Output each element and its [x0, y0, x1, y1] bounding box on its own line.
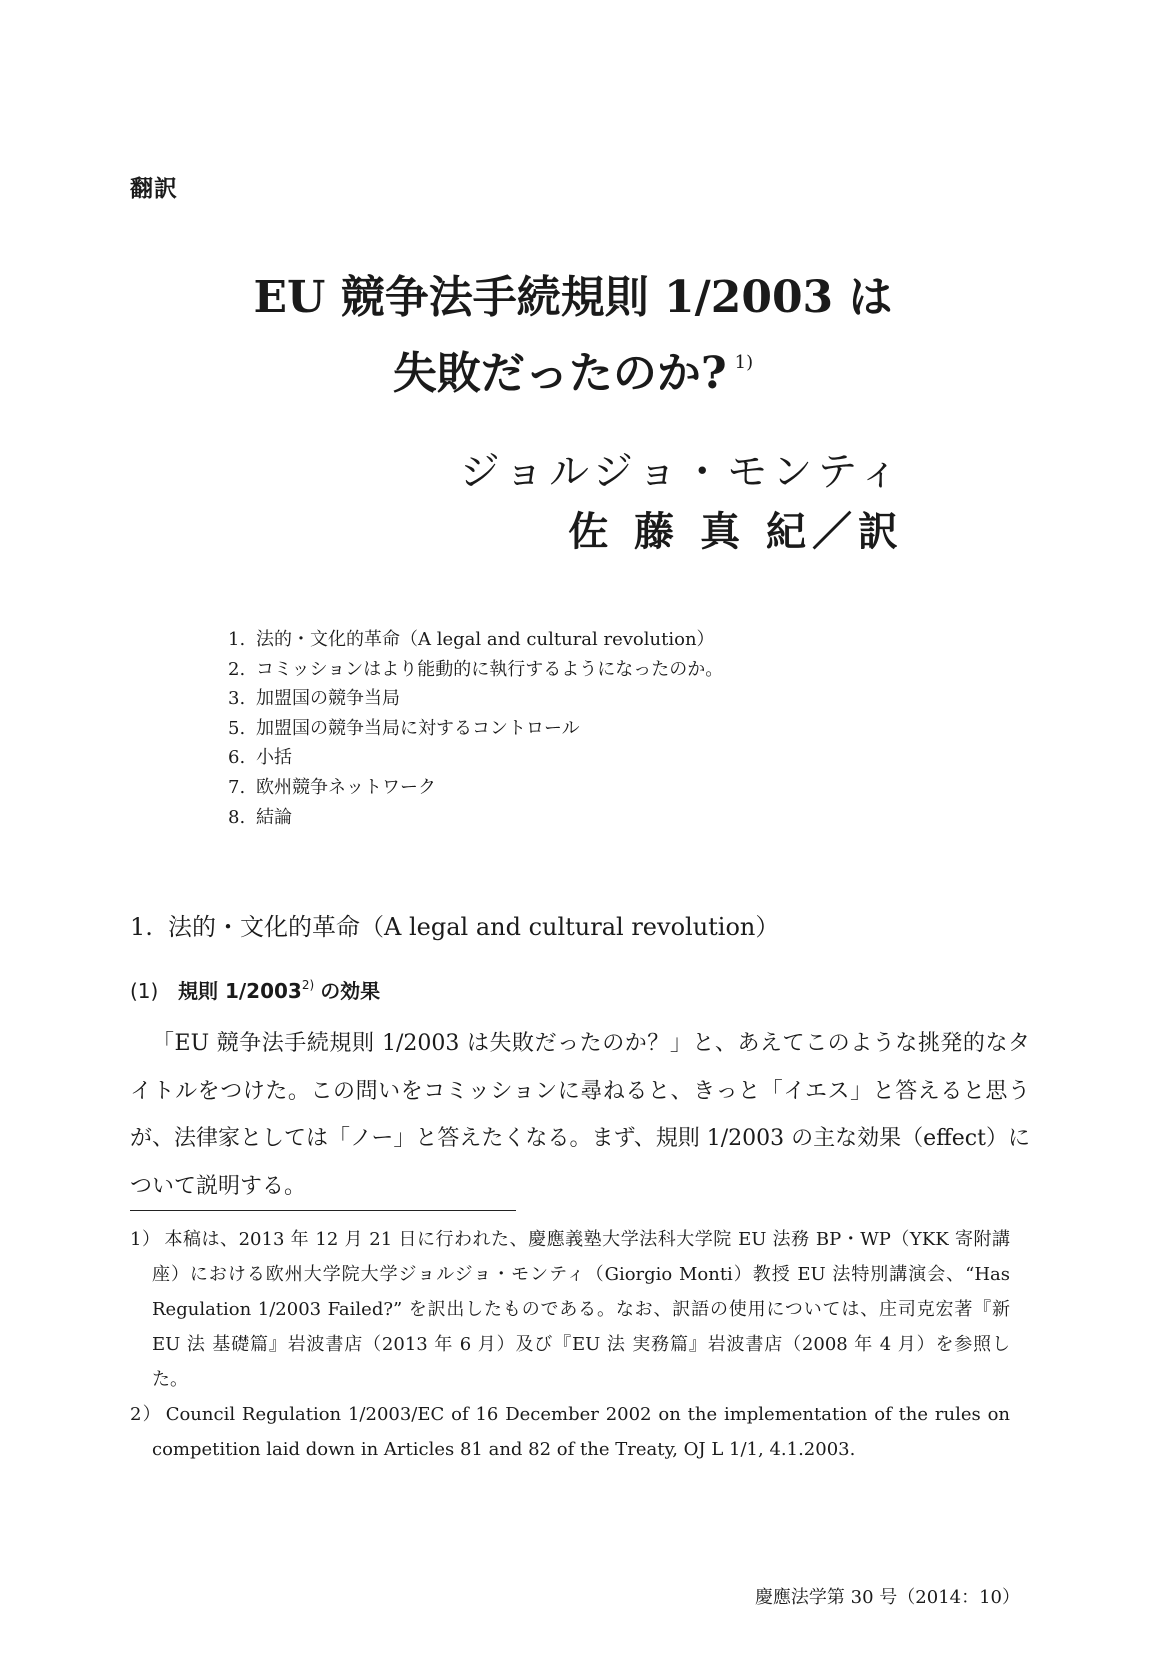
- article-title-line-1: [0, 265, 1156, 331]
- toc-item-num: 1.: [228, 629, 246, 650]
- section-number: 1.: [130, 913, 153, 941]
- author-name: ジョルジョ・モンティ: [459, 449, 904, 495]
- toc-item-label: 結論: [256, 806, 292, 828]
- subsection-heading: [130, 975, 380, 1004]
- body-paragraph: 「EU 競争法手続規則 1/2003 は失敗だったのか？」と、あえてこのような挑発的なタイトルをつけた。この問いをコミッションに尋ねると、きっと「イエス」と答えると思うが、法律家としては「ノー」と答えたくなる。まず、規則 1/2003 の主な効果（effect）について説明する。: [130, 1031, 1030, 1199]
- toc-item-num: 8.: [228, 806, 246, 828]
- toc-item-label: 法的・文化的革命（A legal and cultural revolution）: [256, 629, 715, 650]
- running-footer: 慶應法学第 30 号（2014：10）: [754, 1587, 1020, 1608]
- section-title: 法的・文化的革命（A legal and cultural revolution）: [168, 913, 780, 941]
- footnote-divider: [130, 1210, 516, 1211]
- toc-item-label: 加盟国の競争当局: [256, 688, 400, 710]
- subsection-footnote-ref: 2): [301, 978, 315, 992]
- toc-item: [228, 773, 723, 803]
- title-text-1: EU 競争法手続規則 1/2003 は: [253, 272, 893, 323]
- toc-item: [228, 625, 723, 655]
- section-heading: [130, 907, 779, 942]
- toc-item-num: 3.: [228, 688, 246, 710]
- toc-item-num: 5.: [228, 717, 246, 739]
- translator-credit: 佐 藤 真 紀／訳: [568, 508, 904, 555]
- toc-item-label: 小括: [256, 747, 292, 769]
- toc-item: [228, 655, 723, 685]
- title-text-2: 失敗だったのか?: [392, 348, 727, 399]
- footnote-1: [130, 1222, 1010, 1397]
- toc-item: [228, 714, 723, 744]
- subsection-number: (1): [130, 979, 159, 1003]
- footnote-text: Council Regulation 1/2003/EC of 16 December 2002 on the implementation of the rules on competition laid down in Articles 81 and 82 of the Treaty, OJ L 1/1, 4.1.2003.: [152, 1404, 1010, 1460]
- toc-item: [228, 743, 723, 773]
- table-of-contents: [228, 625, 723, 832]
- footnote-text: 本稿は、2013 年 12 月 21 日に行われた、慶應義塾大学法科大学院 EU 法務 BP・WP（YKK 寄附講座）における欧州大学院大学ジョルジョ・モンティ（Giorgio Monti）教授 EU 法特別講演会、“Has Regulation 1/2003 Failed?” を訳出したものである。なお、訳語の使用については、庄司克宏著『新 EU 法 基礎篇』岩波書店（2013 年 6 月）及び『EU 法 実務篇』岩波書店（2008 年 4 月）を参照した。: [152, 1229, 1010, 1390]
- article-title-line-2: [0, 330, 1156, 407]
- footnotes: [130, 1222, 1010, 1467]
- toc-item-num: 7.: [228, 776, 246, 798]
- toc-item: [228, 803, 723, 833]
- footnote-number: 1）: [130, 1229, 161, 1250]
- subsection-title-pre: 規則 1/2003: [178, 979, 302, 1003]
- toc-item-num: 6.: [228, 747, 246, 769]
- title-footnote-ref: 1): [734, 352, 754, 373]
- article-category: 翻訳: [130, 176, 178, 202]
- toc-item-label: 加盟国の競争当局に対するコントロール: [256, 717, 580, 739]
- toc-item-label: 欧州競争ネットワーク: [256, 776, 436, 798]
- subsection-title-post: の効果: [320, 979, 381, 1003]
- toc-item-num: 2.: [228, 658, 246, 680]
- body-text: [130, 1020, 1030, 1210]
- footnote-number: 2）: [130, 1404, 162, 1425]
- footnote-2: [130, 1397, 1010, 1467]
- toc-item-label: コミッションはより能動的に執行するようになったのか。: [256, 658, 724, 680]
- toc-item: [228, 684, 723, 714]
